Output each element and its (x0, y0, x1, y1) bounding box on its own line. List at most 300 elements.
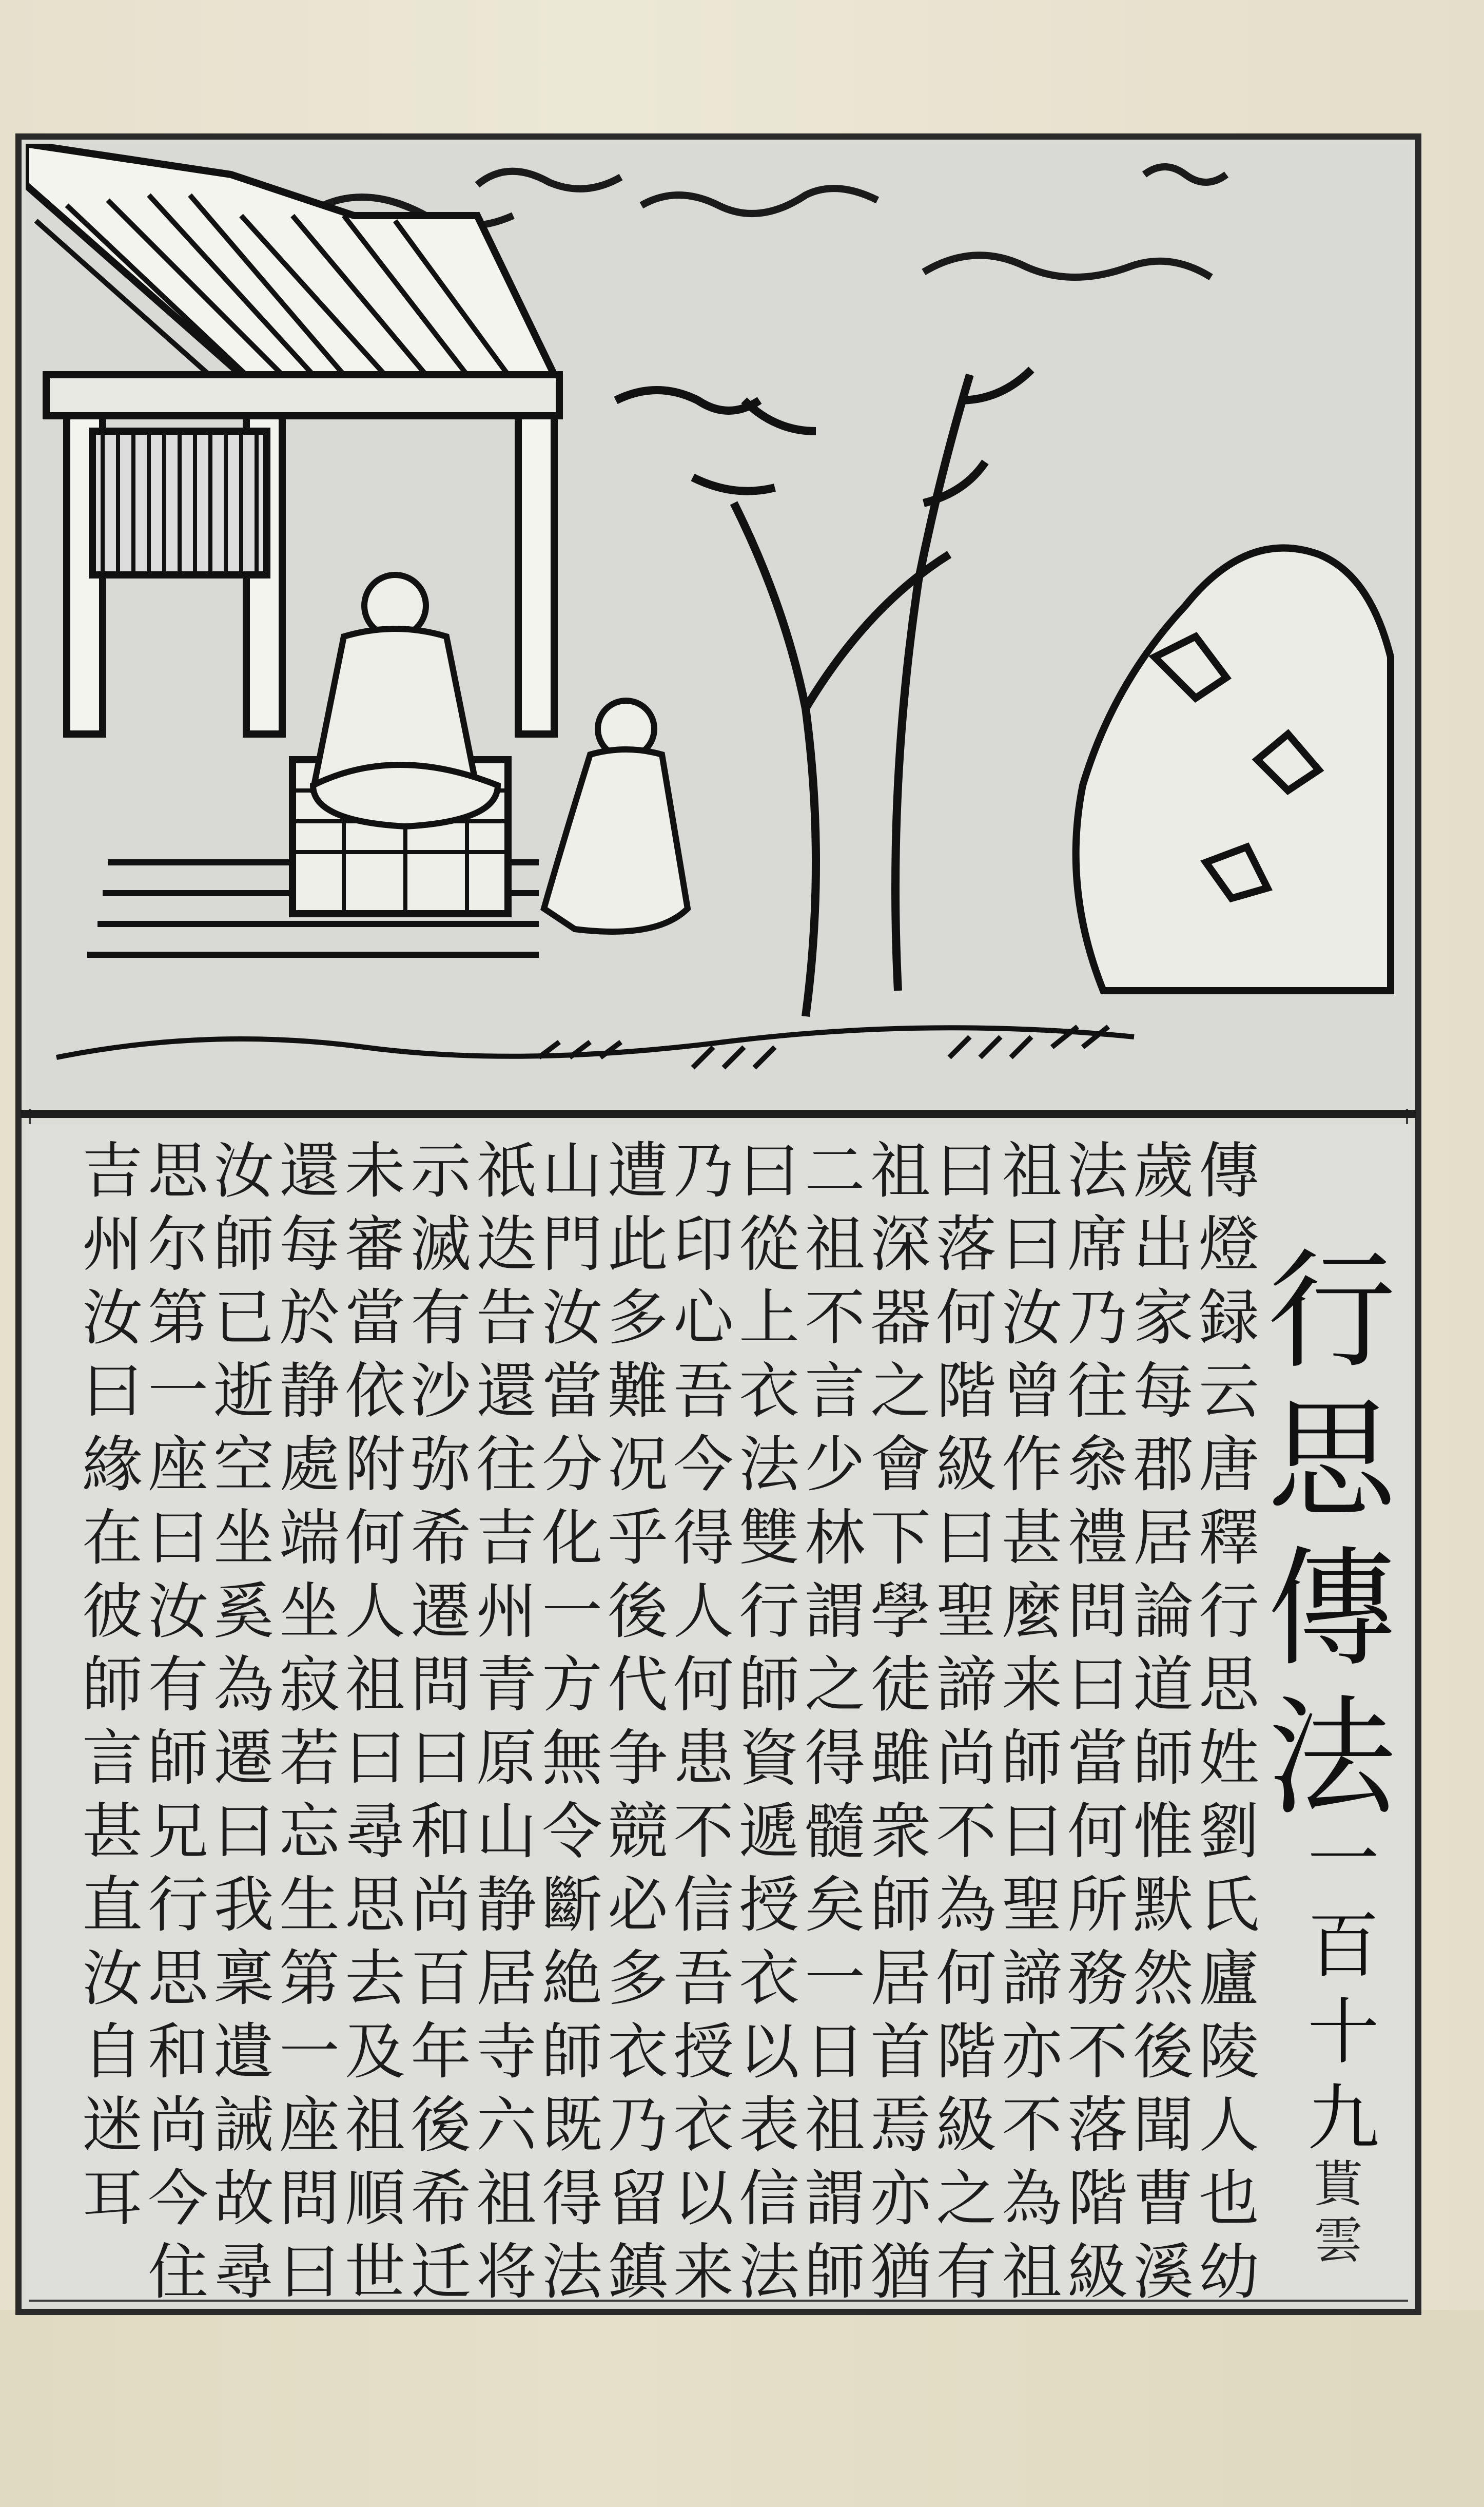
glyph: 默 (1132, 1869, 1194, 1940)
glyph: 有 (935, 2236, 997, 2307)
glyph: 曹 (1132, 2163, 1194, 2234)
glyph: 曰 (410, 1723, 471, 1794)
glyph: 亦 (1001, 2016, 1062, 2087)
glyph: 人 (673, 1576, 734, 1647)
glyph: 氏 (1198, 1869, 1259, 1940)
glyph: 百 (1307, 1904, 1380, 1988)
glyph: 迷 (82, 2090, 143, 2161)
text-column (468, 1134, 545, 2309)
glyph: 和 (410, 1796, 471, 1867)
glyph: 為 (1001, 2163, 1062, 2234)
glyph: 奚 (213, 1576, 274, 1647)
glyph: 乃 (673, 1135, 734, 1206)
page-label (1314, 2156, 1396, 2269)
glyph: 曰 (279, 2236, 340, 2307)
glyph: 首 (870, 2016, 931, 2087)
glyph: 之 (870, 1356, 931, 1426)
glyph: 代 (607, 1649, 668, 1720)
glyph: 階 (935, 2016, 997, 2087)
glyph: 師 (82, 1649, 143, 1720)
glyph: 今 (147, 2163, 208, 2234)
glyph: 曾 (1001, 1356, 1062, 1426)
glyph: 吾 (673, 1943, 734, 2014)
glyph: 原 (476, 1723, 537, 1794)
text-column (993, 1134, 1070, 2309)
glyph: 叅 (1067, 1429, 1128, 1500)
glyph: 出 (1132, 1209, 1194, 1280)
glyph: 聞 (1132, 2090, 1194, 2161)
glyph: 行 (1198, 1576, 1259, 1647)
glyph: 已 (213, 1282, 274, 1353)
glyph: 座 (279, 2090, 340, 2161)
kneeling-monk-icon (544, 701, 688, 932)
glyph: 不 (935, 1796, 997, 1867)
glyph: 在 (82, 1502, 143, 1573)
glyph: 多 (607, 1282, 668, 1353)
glyph: 有 (147, 1649, 208, 1720)
glyph: 一 (804, 1943, 865, 2014)
glyph: 絶 (541, 1943, 602, 2014)
glyph: 人 (1198, 2090, 1259, 2161)
glyph: 云 (1198, 1356, 1259, 1426)
glyph: 師 (213, 1209, 274, 1280)
glyph: 希 (410, 2163, 471, 2234)
glyph: 順 (344, 2163, 405, 2234)
glyph: 祖 (344, 1649, 405, 1720)
glyph: 端 (279, 1502, 340, 1573)
glyph: 衣 (738, 1356, 799, 1426)
glyph: 座 (147, 1429, 208, 1500)
glyph: 六 (476, 2090, 537, 2161)
glyph: 難 (607, 1356, 668, 1426)
glyph: 何 (673, 1649, 734, 1720)
glyph: 問 (1067, 1576, 1128, 1647)
glyph: 故 (213, 2163, 274, 2234)
text-column (271, 1134, 348, 2309)
glyph: 乎 (607, 1502, 668, 1573)
glyph: 曰 (935, 1502, 997, 1573)
glyph: 尋 (213, 2236, 274, 2307)
glyph: 心 (673, 1282, 734, 1353)
text-column (1125, 1134, 1202, 2309)
glyph: 思 (147, 1135, 208, 1206)
glyph: 惟 (1132, 1796, 1194, 1867)
glyph: 尚 (410, 1869, 471, 1940)
glyph: 曰 (147, 1502, 208, 1573)
glyph: 稟 (213, 1943, 274, 2014)
glyph: 以 (738, 2016, 799, 2087)
page-label-text (1314, 2156, 1396, 2269)
text-column (1190, 1134, 1267, 2309)
document-number (1307, 1817, 1410, 2162)
glyph: 作 (1001, 1429, 1062, 1500)
glyph: 方 (541, 1649, 602, 1720)
glyph: 甚 (1001, 1502, 1062, 1573)
glyph: 姓 (1198, 1723, 1259, 1794)
glyph: 不 (673, 1796, 734, 1867)
glyph: 林 (804, 1502, 865, 1573)
glyph: 猶 (870, 2236, 931, 2307)
glyph: 州 (476, 1576, 537, 1647)
glyph: 每 (1132, 1356, 1194, 1426)
glyph: 謂 (804, 1576, 865, 1647)
ground-hatching-icon (56, 1027, 1134, 1068)
glyph: 言 (82, 1723, 143, 1794)
glyph: 依 (344, 1356, 405, 1426)
glyph: 既 (541, 2090, 602, 2161)
glyph: 百 (410, 1943, 471, 2014)
glyph: 溪 (1132, 2236, 1194, 2307)
glyph: 祖 (344, 2090, 405, 2161)
glyph: 級 (935, 1429, 997, 1500)
woodblock-illustration (26, 144, 1411, 1109)
glyph: 印 (673, 1209, 734, 1280)
glyph: 劉 (1198, 1796, 1259, 1867)
glyph: 誡 (213, 2090, 274, 2161)
glyph: 然 (1132, 1943, 1194, 2014)
glyph: 逝 (213, 1356, 274, 1426)
glyph: 祖 (1001, 2236, 1062, 2307)
glyph: 曰 (935, 1135, 997, 1206)
glyph: 坐 (279, 1576, 340, 1647)
glyph: 論 (1132, 1576, 1194, 1647)
glyph: 不 (1067, 2016, 1128, 2087)
paper-margin-bottom (0, 2310, 1484, 2507)
glyph: 緣 (82, 1429, 143, 1500)
glyph: 務 (1067, 1943, 1128, 2014)
glyph: 級 (1067, 2236, 1128, 2307)
glyph: 人 (344, 1576, 405, 1647)
glyph: 聖 (1001, 1869, 1062, 1940)
glyph: 法 (738, 2236, 799, 2307)
text-column (665, 1134, 742, 2309)
glyph: 門 (541, 1209, 602, 1280)
glyph: 我 (213, 1869, 274, 1940)
glyph: 十 (1307, 1991, 1380, 2074)
glyph: 問 (410, 1649, 471, 1720)
glyph: 下 (870, 1502, 931, 1573)
glyph: 一 (279, 2016, 340, 2087)
glyph: 雲 (1314, 2212, 1363, 2269)
glyph: 彼 (82, 1576, 143, 1647)
glyph: 若 (279, 1723, 340, 1794)
glyph: 来 (1001, 1649, 1062, 1720)
glyph: 祖 (476, 2163, 537, 2234)
glyph: 處 (279, 1429, 340, 1500)
glyph: 山 (476, 1796, 537, 1867)
glyph: 居 (870, 1943, 931, 2014)
mountain-icon (1076, 548, 1391, 991)
glyph: 吉 (82, 1135, 143, 1206)
glyph: 滅 (410, 1209, 471, 1280)
glyph: 資 (738, 1723, 799, 1794)
glyph: 思 (1198, 1649, 1259, 1720)
glyph: 多 (607, 1943, 668, 2014)
glyph: 患 (673, 1723, 734, 1794)
glyph: 落 (1067, 2090, 1128, 2161)
glyph: 信 (738, 2163, 799, 2234)
glyph: 後 (607, 1576, 668, 1647)
glyph: 燈 (1198, 1209, 1259, 1280)
glyph: 問 (279, 2163, 340, 2234)
glyph: 祖 (870, 1135, 931, 1206)
glyph: 階 (1067, 2163, 1128, 2234)
glyph: 師 (1001, 1723, 1062, 1794)
glyph: 衆 (870, 1796, 931, 1867)
text-column (140, 1134, 217, 2309)
glyph: 少 (804, 1429, 865, 1500)
glyph: 兄 (147, 1796, 208, 1867)
glyph: 於 (279, 1282, 340, 1353)
glyph: 還 (279, 1135, 340, 1206)
glyph: 師 (1132, 1723, 1194, 1794)
glyph: 曰 (738, 1135, 799, 1206)
glyph: 往 (476, 1429, 537, 1500)
glyph: 山 (541, 1135, 602, 1206)
glyph: 禮 (1067, 1502, 1128, 1573)
glyph: 後 (410, 2090, 471, 2161)
glyph: 當 (1067, 1723, 1128, 1794)
glyph: 自 (82, 2016, 143, 2087)
glyph: 一 (1307, 1818, 1380, 1902)
glyph: 直 (82, 1869, 143, 1940)
glyph: 何 (1067, 1796, 1128, 1867)
glyph: 雙 (738, 1502, 799, 1573)
glyph: 聖 (935, 1576, 997, 1647)
glyph: 當 (344, 1282, 405, 1353)
glyph: 况 (607, 1429, 668, 1500)
glyph: 尔 (147, 1209, 208, 1280)
glyph: 青 (476, 1649, 537, 1720)
glyph: 此 (607, 1209, 668, 1280)
glyph: 未 (344, 1135, 405, 1206)
glyph: 曰 (82, 1356, 143, 1426)
glyph: 焉 (870, 2090, 931, 2161)
glyph: 陵 (1198, 2016, 1259, 2087)
glyph: 得 (541, 2163, 602, 2234)
glyph: 信 (673, 1869, 734, 1940)
glyph: 當 (541, 1356, 602, 1426)
glyph: 沙 (410, 1356, 471, 1426)
text-column (534, 1134, 611, 2309)
glyph: 得 (673, 1502, 734, 1573)
glyph: 言 (804, 1356, 865, 1426)
glyph: 行 (147, 1869, 208, 1940)
glyph: 也 (1198, 2163, 1259, 2234)
glyph: 深 (870, 1209, 931, 1280)
glyph: 曰 (1001, 1796, 1062, 1867)
glyph: 會 (870, 1429, 931, 1500)
glyph: 衣 (673, 2090, 734, 2161)
glyph: 道 (1132, 1649, 1194, 1720)
glyph: 第 (147, 1282, 208, 1353)
glyph: 後 (1132, 2016, 1194, 2087)
glyph: 授 (673, 2016, 734, 2087)
glyph: 師 (804, 2236, 865, 2307)
glyph: 郡 (1132, 1429, 1194, 1500)
glyph: 還 (476, 1356, 537, 1426)
glyph: 之 (935, 2163, 997, 2234)
glyph: 器 (870, 1282, 931, 1353)
glyph: 從 (738, 1209, 799, 1280)
glyph: 乃 (607, 2090, 668, 2161)
glyph: 遺 (213, 2016, 274, 2087)
glyph: 審 (344, 1209, 405, 1280)
glyph: 何 (344, 1502, 405, 1573)
glyph: 尚 (935, 1723, 997, 1794)
glyph: 級 (935, 2090, 997, 2161)
glyph: 希 (410, 1502, 471, 1573)
glyph: 九 (1307, 2077, 1380, 2161)
glyph: 吉 (476, 1502, 537, 1573)
glyph: 矣 (804, 1869, 865, 1940)
glyph: 行 (1267, 1237, 1396, 1386)
glyph: 汝 (541, 1282, 602, 1353)
glyph: 衣 (607, 2016, 668, 2087)
glyph: 貰 (1314, 2155, 1363, 2213)
glyph: 思 (1267, 1385, 1396, 1535)
glyph: 州 (82, 1209, 143, 1280)
glyph: 行 (738, 1576, 799, 1647)
glyph: 静 (476, 1869, 537, 1940)
glyph: 法 (541, 2236, 602, 2307)
glyph: 往 (1067, 1356, 1128, 1426)
glyph: 及 (344, 2016, 405, 2087)
glyph: 鎮 (607, 2236, 668, 2307)
glyph: 上 (738, 1282, 799, 1353)
text-column (928, 1134, 1005, 2309)
glyph: 以 (673, 2163, 734, 2234)
glyph: 汝 (213, 1135, 274, 1206)
glyph: 汝 (82, 1943, 143, 2014)
glyph: 傳 (1267, 1534, 1396, 1684)
glyph: 曰 (213, 1796, 274, 1867)
text-column (1059, 1134, 1136, 2309)
glyph: 空 (213, 1429, 274, 1500)
illustration-svg (26, 144, 1411, 1109)
glyph: 耳 (82, 2163, 143, 2234)
glyph: 思 (344, 1869, 405, 1940)
glyph: 衣 (738, 1943, 799, 2014)
glyph: 年 (410, 2016, 471, 2087)
glyph: 有 (410, 1282, 471, 1353)
glyph: 遞 (738, 1796, 799, 1867)
glyph: 亦 (870, 2163, 931, 2234)
glyph: 師 (147, 1723, 208, 1794)
text-column (402, 1134, 479, 2309)
glyph: 留 (607, 2163, 668, 2234)
glyph: 来 (673, 2236, 734, 2307)
glyph: 表 (738, 2090, 799, 2161)
glyph: 寺 (476, 2016, 537, 2087)
glyph: 師 (541, 2016, 602, 2087)
glyph: 學 (870, 1576, 931, 1647)
glyph: 居 (476, 1943, 537, 2014)
glyph: 歲 (1132, 1135, 1194, 1206)
glyph: 麼 (1001, 1576, 1062, 1647)
glyph: 法 (1267, 1683, 1396, 1833)
glyph: 遷 (213, 1723, 274, 1794)
glyph: 甚 (82, 1796, 143, 1867)
glyph: 階 (935, 1356, 997, 1426)
glyph: 髓 (804, 1796, 865, 1867)
glyph: 争 (607, 1723, 668, 1794)
glyph: 生 (279, 1869, 340, 1940)
glyph: 不 (804, 1282, 865, 1353)
glyph: 法 (1067, 1135, 1128, 1206)
glyph: 何 (935, 1282, 997, 1353)
seated-monk-icon (313, 575, 498, 826)
glyph: 所 (1067, 1869, 1128, 1940)
glyph: 乃 (1067, 1282, 1128, 1353)
glyph: 一 (541, 1576, 602, 1647)
glyph: 弥 (410, 1429, 471, 1500)
glyph: 遭 (607, 1135, 668, 1206)
text-column (337, 1134, 414, 2309)
glyph: 汝 (82, 1282, 143, 1353)
number-text (1307, 1817, 1410, 2162)
text-column (74, 1134, 151, 2235)
text-column (796, 1134, 873, 2309)
glyph: 釋 (1198, 1502, 1259, 1573)
glyph: 為 (935, 1869, 997, 1940)
glyph: 諦 (935, 1649, 997, 1720)
glyph: 静 (279, 1356, 340, 1426)
glyph: 附 (344, 1429, 405, 1500)
glyph: 迁 (410, 2236, 471, 2307)
title-char (1267, 1237, 1406, 1833)
glyph: 師 (870, 1869, 931, 1940)
temple-icon (26, 144, 559, 955)
glyph: 祖 (804, 2090, 865, 2161)
glyph: 席 (1067, 1209, 1128, 1280)
glyph: 唐 (1198, 1429, 1259, 1500)
glyph: 示 (410, 1135, 471, 1206)
glyph: 将 (476, 2236, 537, 2307)
glyph: 斷 (541, 1869, 602, 1940)
glyph: 寂 (279, 1649, 340, 1720)
glyph: 令 (541, 1796, 602, 1867)
glyph: 思 (147, 1943, 208, 2014)
glyph: 無 (541, 1723, 602, 1794)
text-column (862, 1134, 939, 2309)
glyph: 為 (213, 1649, 274, 1720)
glyph: 幼 (1198, 2236, 1259, 2307)
section-divider (21, 1110, 1416, 1118)
glyph: 遷 (410, 1576, 471, 1647)
glyph: 和 (147, 2016, 208, 2087)
glyph: 祖 (1001, 1135, 1062, 1206)
glyph: 廬 (1198, 1943, 1259, 2014)
glyph: 日 (804, 2016, 865, 2087)
glyph: 授 (738, 1869, 799, 1940)
glyph: 告 (476, 1282, 537, 1353)
glyph: 必 (607, 1869, 668, 1940)
glyph: 今 (673, 1429, 734, 1500)
glyph: 每 (279, 1209, 340, 1280)
glyph: 徒 (870, 1649, 931, 1720)
glyph: 迭 (476, 1209, 537, 1280)
document-title (1267, 1237, 1406, 1833)
glyph: 落 (935, 1209, 997, 1280)
glyph: 雖 (870, 1723, 931, 1794)
glyph: 第 (279, 1943, 340, 2014)
glyph: 化 (541, 1502, 602, 1573)
glyph: 分 (541, 1429, 602, 1500)
glyph: 曰 (344, 1723, 405, 1794)
glyph: 之 (804, 1649, 865, 1720)
glyph: 録 (1198, 1282, 1259, 1353)
